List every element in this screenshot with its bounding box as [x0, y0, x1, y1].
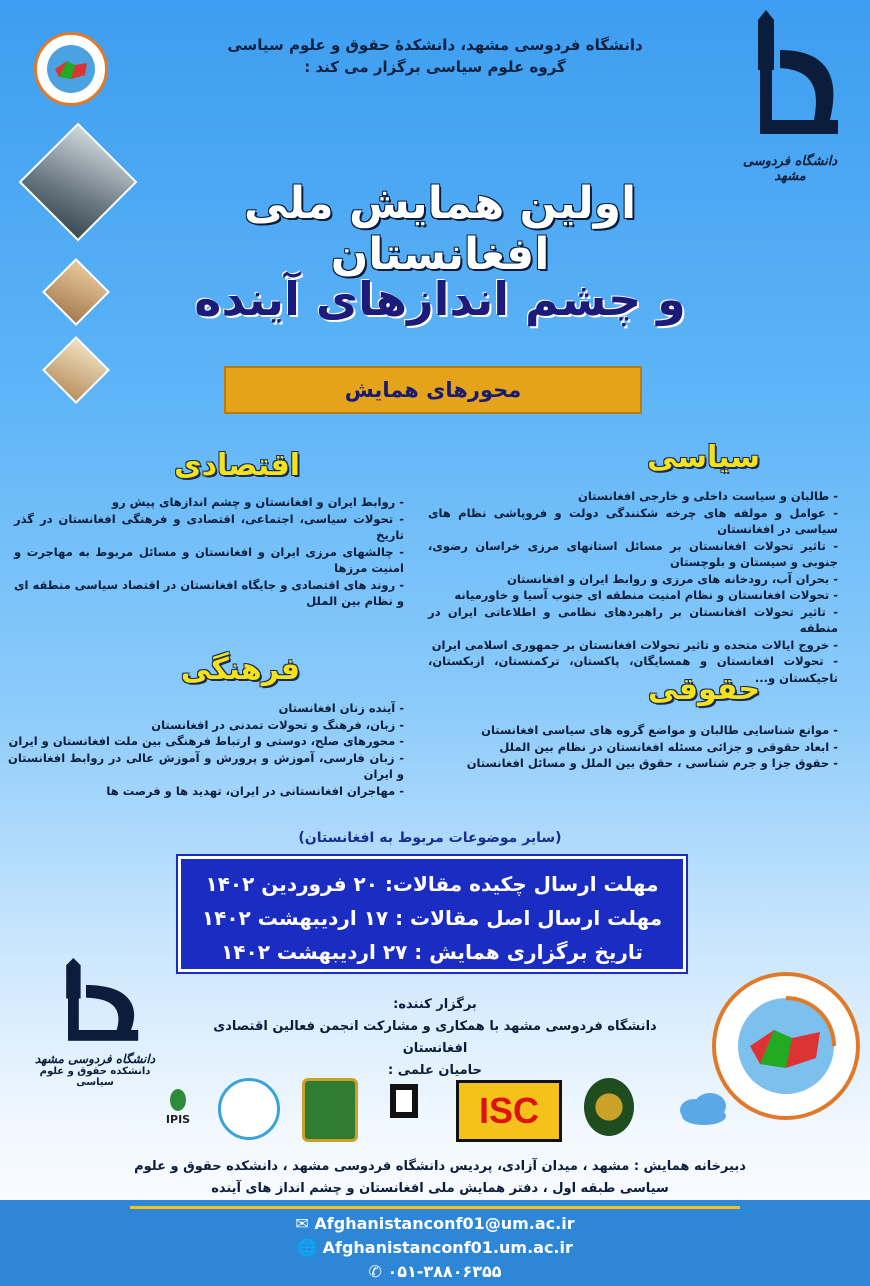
title-line-1: اولین همایش ملی افغانستان: [243, 178, 637, 280]
section-list-economic: [14, 494, 404, 610]
sponsor-logo-military: [584, 1078, 634, 1136]
organizer-text: دانشگاه فردوسی مشهد با همکاری و مشارکت انجمن فعالین اقتصادی افغانستان: [213, 1019, 657, 1056]
contact-phone: ۰۵۱-۳۸۸۰۶۳۵۵: [387, 1262, 502, 1281]
photo-palace: [42, 336, 110, 404]
phone-icon: ✆: [368, 1262, 382, 1281]
list-item: - روند های اقتصادی و جایگاه افغانستان در اقتصاد سیاسی منطقه ای و نظام بین الملل: [14, 577, 404, 610]
dates-box: [178, 856, 686, 972]
list-item: - تاثیر تحولات افغانستان بر مسائل استانهای مرزی خراسان رضوی، جنوبی و سیستان و بلوچستان: [428, 538, 838, 571]
sponsor-logo-university-m: [376, 1078, 432, 1138]
list-item: - چالشهای مرزی ایران و افغانستان و مسائل مربوط به مهاجرت و امنیت مرزها: [14, 544, 404, 577]
email-icon: ✉: [295, 1214, 309, 1233]
other-topics: (سایر موضوعات مربوط به افغانستان): [298, 830, 562, 846]
title-line-2: و چشم اندازهای آینده: [194, 272, 686, 326]
section-title-economic: اقتصادی: [174, 448, 300, 483]
association-logo-top: [34, 32, 108, 106]
section-list-legal: [440, 722, 838, 772]
header-line-1: دانشگاه فردوسی مشهد، دانشکدهٔ حقوق و علوم سیاسی: [227, 36, 643, 54]
contact-email[interactable]: Afghanistanconf01@um.ac.ir: [314, 1214, 575, 1233]
sponsor-logo-isc: [456, 1080, 562, 1142]
organizer-block: [180, 994, 690, 1082]
fum-faculty-logo-line-1: دانشگاه فردوسی مشهد: [34, 1052, 156, 1066]
pen-emblem-icon: [730, 10, 850, 150]
list-item: - محورهای صلح، دوستی و ارتباط فرهنگی بین ملت افغانستان و ایران: [8, 733, 404, 750]
list-item: - زبان، فرهنگ و تحولات تمدنی در افغانستان: [8, 717, 404, 734]
organizer-label: برگزار کننده:: [393, 997, 477, 1012]
footer-phone-row: [0, 1262, 870, 1281]
section-list-political: [428, 488, 838, 686]
photo-ruins: [42, 258, 110, 326]
list-item: - عوامل و مولفه های چرخه شکنندگی دولت و فروپاشی نظام های سیاسی در افغانستان: [428, 505, 838, 538]
list-item: - طالبان و سیاست داخلی و خارجی افغانستان: [428, 488, 838, 505]
list-item: - تاثیر تحولات افغانستان بر راهبردهای نظامی و اطلاعاتی ایران در منطقه: [428, 604, 838, 637]
list-item: - خروج ایالات متحده و تاثیر تحولات افغانستان بر جمهوری اسلامی ایران: [428, 637, 838, 654]
photo-arch: [19, 123, 138, 242]
sponsor-logo-tehran-univ: [218, 1078, 280, 1140]
axes-banner: محورهای همایش: [224, 366, 642, 414]
date-conference: تاریخ برگزاری همایش : ۲۷ اردیبهشت ۱۴۰۲: [221, 940, 643, 964]
list-item: - تحولات افغانستان و همسایگان، پاکستان، ترکمنستان، ازبکستان، تاجیکستان و...: [428, 653, 838, 686]
section-title-political: سیاسی: [647, 440, 760, 475]
footer-website-row[interactable]: [0, 1238, 870, 1257]
list-item: - موانع شناسایی طالبان و مواضع گروه های سیاسی افغانستان: [440, 722, 838, 739]
sponsors-label: حامیان علمی :: [388, 1063, 482, 1078]
sponsor-ipis-label: IPIS: [165, 1112, 191, 1126]
sponsor-logo-cloud: [672, 1088, 736, 1128]
cloud-icon: [672, 1088, 736, 1128]
list-item: - تحولات سیاسی، اجتماعی، اقتصادی و فرهنگی افغانستان در گذر تاریخ: [14, 511, 404, 544]
pen-emblem-icon: [40, 958, 150, 1048]
list-item: - زبان فارسی، آموزش و پرورش و آموزش عالی در روابط افغانستان و ایران: [8, 750, 404, 783]
fum-faculty-logo: [20, 958, 170, 1098]
date-abstract: مهلت ارسال چکیده مقالات: ۲۰ فروردین ۱۴۰۲: [205, 872, 659, 896]
globe-icon: [716, 976, 856, 1116]
book-icon: [376, 1078, 432, 1124]
sponsor-isc-label: ISC: [479, 1090, 540, 1131]
fum-logo-text: دانشگاه فردوسی مشهد: [742, 154, 838, 184]
grain-icon: [163, 1087, 193, 1113]
list-item: - بحران آب، رودخانه های مرزی و روابط ایران و افغانستان: [428, 571, 838, 588]
date-full-paper: مهلت ارسال اصل مقالات : ۱۷ اردیبهشت ۱۴۰۲: [201, 906, 663, 930]
list-item: - ابعاد حقوقی و جزائی مسئله افغانستان در نظام بین الملل: [440, 739, 838, 756]
secretariat-line-1: دبیرخانه همایش : مشهد ، میدان آزادی، پردیس دانشگاه فردوسی مشهد ، دانشکده حقوق و علوم: [134, 1159, 746, 1174]
footer-bar: [0, 1200, 870, 1286]
fum-logo-top: [730, 10, 850, 185]
secretariat: [80, 1156, 800, 1200]
list-item: - آینده زنان افغانستان: [8, 700, 404, 717]
list-item: - روابط ایران و افغانستان و چشم اندازهای پیش رو: [14, 494, 404, 511]
secretariat-line-2: سیاسی طبقه اول ، دفتر همایش ملی افغانستان و چشم انداز های آینده: [211, 1181, 669, 1196]
section-title-legal: حقوقی: [647, 672, 760, 707]
sponsor-logo-ipis: [150, 1078, 206, 1134]
list-item: - مهاجران افغانستانی در ایران، تهدید ها و فرصت ها: [8, 783, 404, 800]
footer-email-row[interactable]: [0, 1214, 870, 1233]
header-line-2: گروه علوم سیاسی برگزار می کند :: [304, 58, 566, 76]
fum-faculty-logo-line-2: دانشکده حقوق و علوم سیاسی: [39, 1066, 151, 1088]
globe-icon: [37, 35, 105, 103]
contact-website[interactable]: Afghanistanconf01.um.ac.ir: [322, 1238, 573, 1257]
section-list-cultural: [8, 700, 404, 799]
globe-icon: 🌐: [297, 1238, 318, 1257]
sponsor-logo-emblem-green: [302, 1078, 358, 1142]
list-item: - حقوق جزا و جرم شناسی ، حقوق بین الملل و مسائل افغانستان: [440, 755, 838, 772]
section-title-cultural: فرهنگی: [180, 652, 300, 687]
list-item: - تحولات افغانستان و نظام امنیت منطقه ای جنوب آسیا و خاورمیانه: [428, 587, 838, 604]
footer-divider: [130, 1206, 740, 1209]
